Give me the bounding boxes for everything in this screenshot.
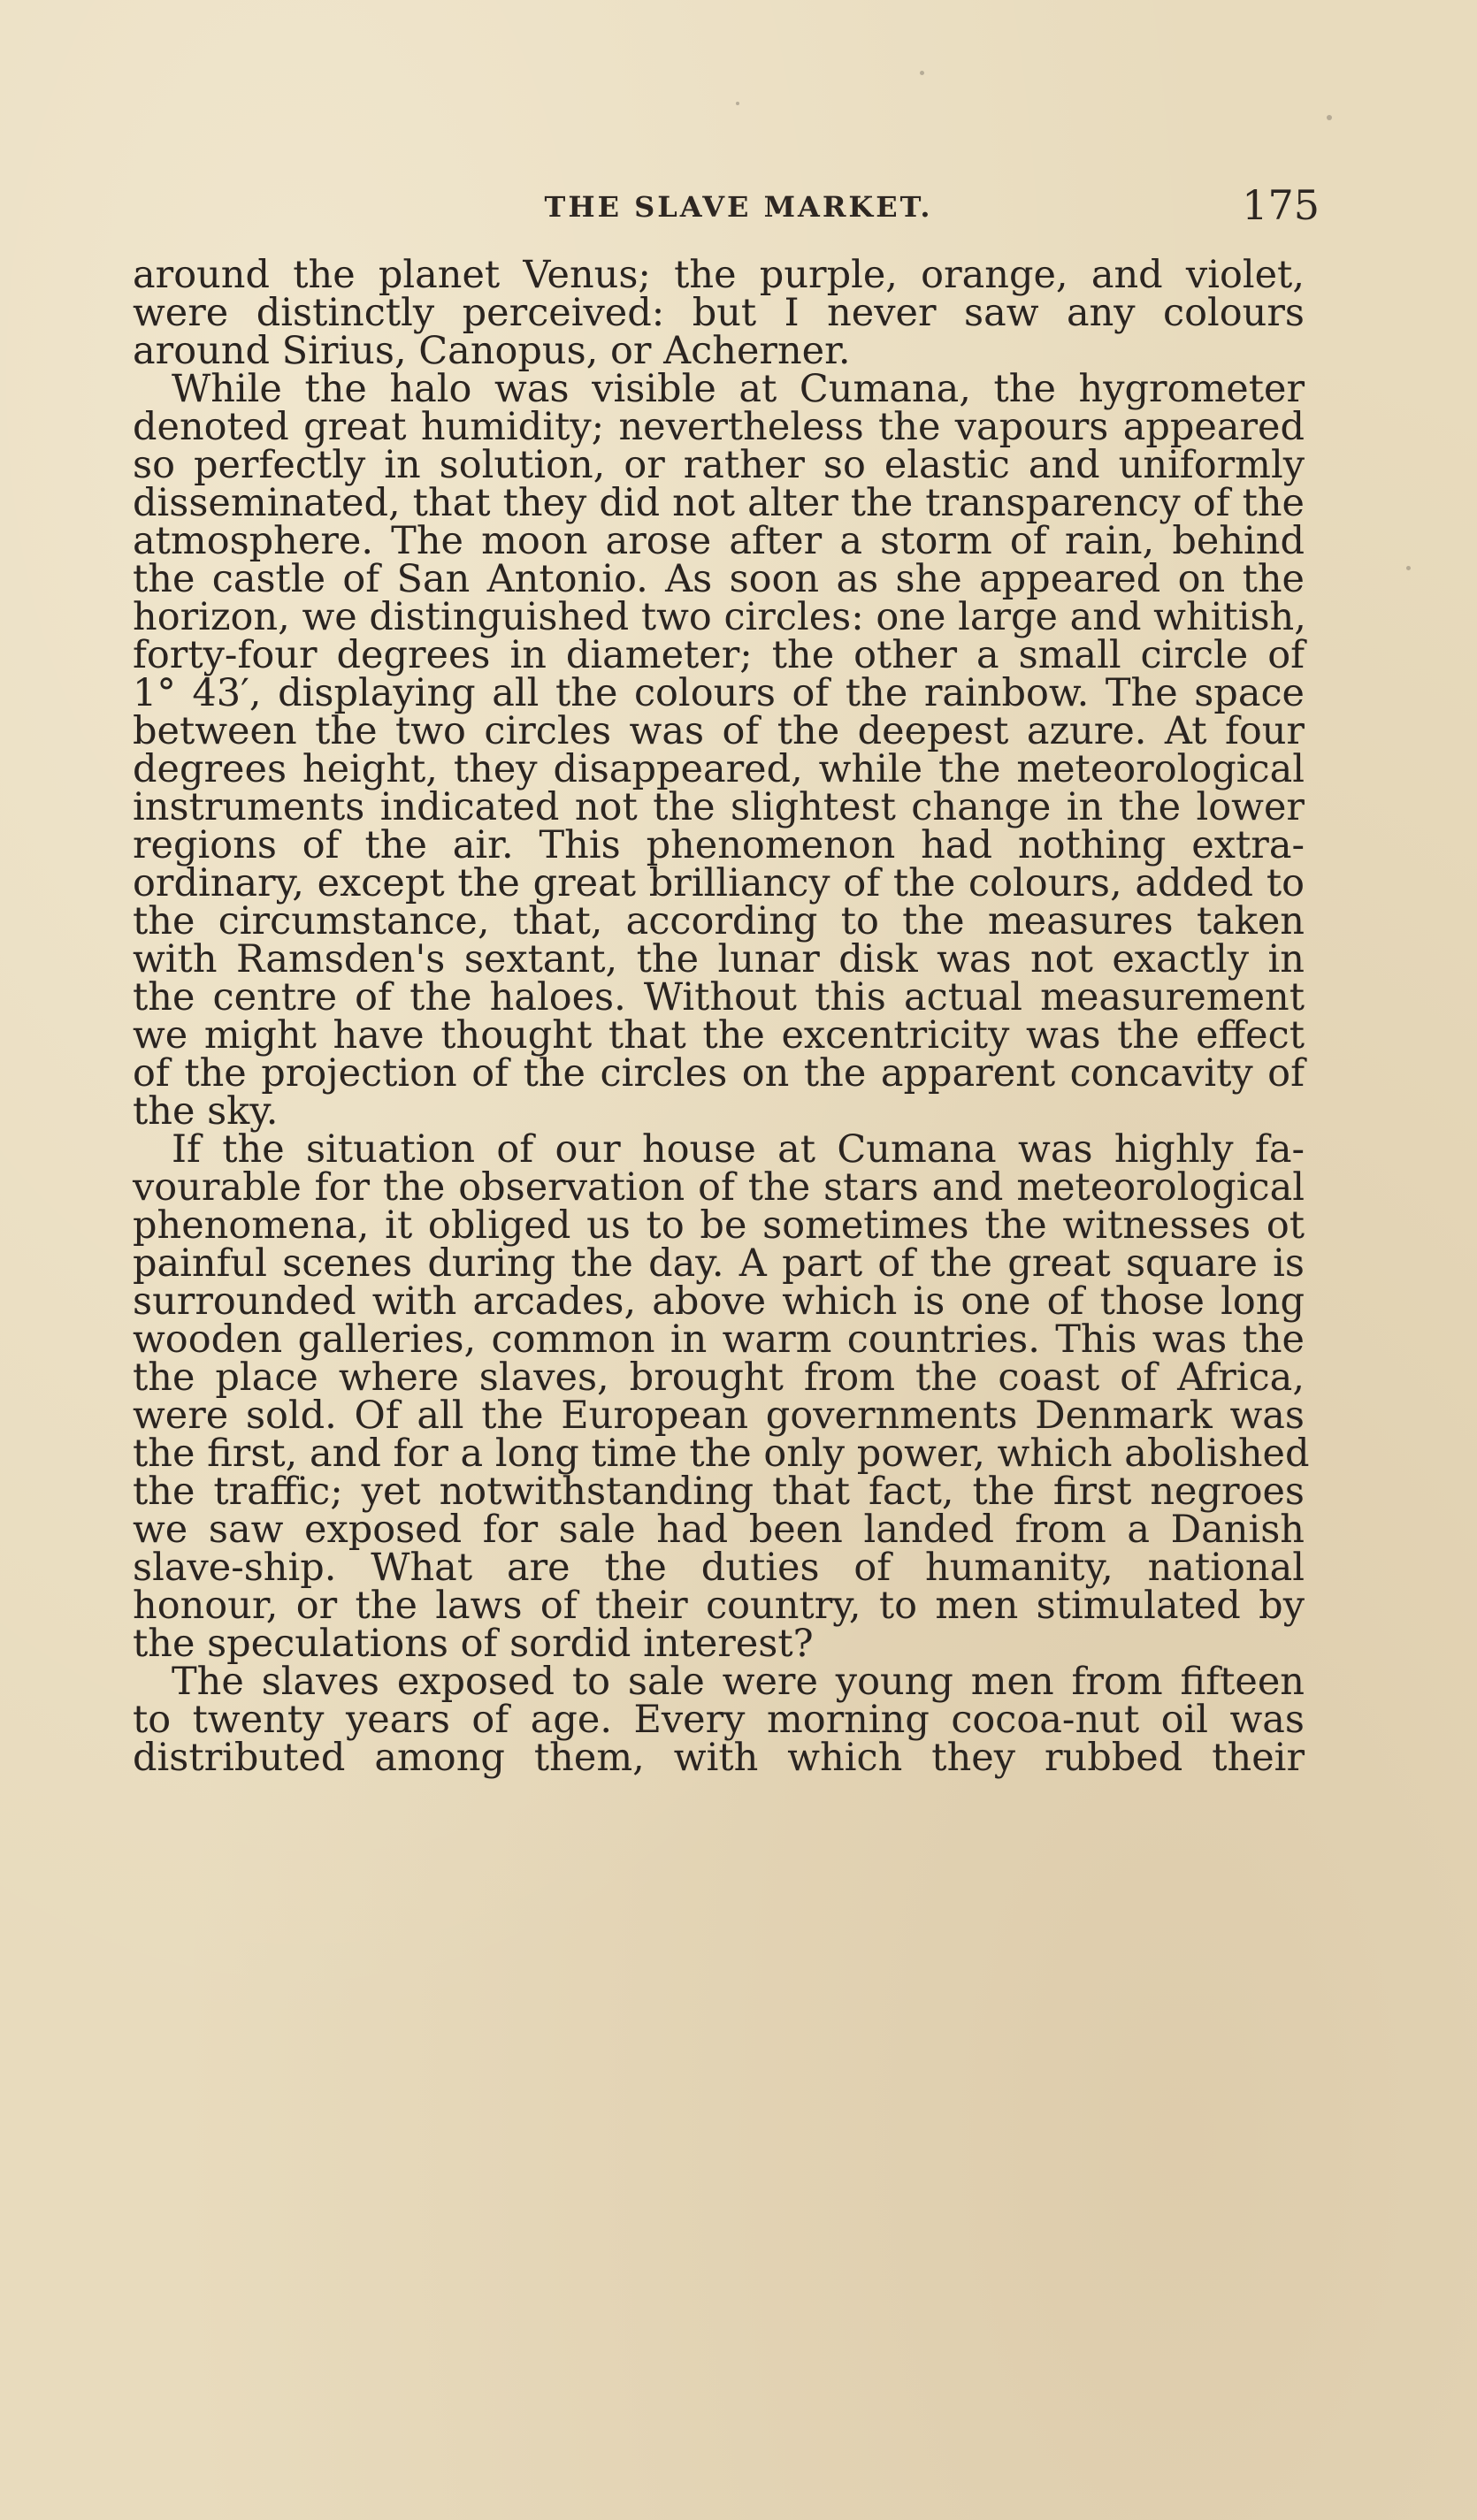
text-line: disseminated, that they did not alter the transparency of the [133, 481, 1305, 525]
text-line: the first, and for a long time the only power, which abolished [133, 1432, 1310, 1476]
text-line: honour, or the laws of their country, to men stimulated by [133, 1584, 1305, 1628]
text-line: of the projection of the circles on the apparent concavity of [133, 1051, 1305, 1096]
text-line: wooden galleries, common in warm countries. This was the [133, 1317, 1305, 1362]
text-line: degrees height, they disappeared, while the meteorological [133, 747, 1305, 791]
text-line: vourable for the observation of the stars and meteorological [133, 1165, 1305, 1210]
text-line: 1° 43′, displaying all the colours of the rainbow. The space [133, 671, 1305, 715]
paragraph-first-line: If the situation of our house at Cumana was highly fa- [172, 1127, 1305, 1172]
running-title: THE SLAVE MARKET. [544, 190, 933, 224]
text-line: we saw exposed for sale had been landed from a Danish [133, 1508, 1305, 1552]
text-line: regions of the air. This phenomenon had nothing extra- [133, 823, 1305, 867]
text-line: instruments indicated not the slightest change in the lower [133, 785, 1305, 829]
text-line: the centre of the haloes. Without this actual measurement [133, 975, 1305, 1019]
text-line: distributed among them, with which they rubbed their [133, 1736, 1305, 1780]
text-line: the sky. [133, 1089, 279, 1134]
paper-speck [1406, 566, 1411, 570]
text-line: forty-four degrees in diameter; the other a small circle of [133, 633, 1305, 677]
text-line: the circumstance, that, according to the measures taken [133, 899, 1305, 943]
text-line: denoted great humidity; nevertheless the vapours appeared [133, 405, 1305, 449]
text-line: slave-ship. What are the duties of humanity, national [133, 1546, 1305, 1590]
text-line: horizon, we distinguished two circles: one large and whitish, [133, 595, 1306, 639]
page-number: 175 [1242, 181, 1320, 229]
text-line: painful scenes during the day. A part of the great square is [133, 1241, 1305, 1286]
text-line: the castle of San Antonio. As soon as she appeared on the [133, 557, 1305, 601]
text-line: with Ramsden's sextant, the lunar disk was not exactly in [133, 937, 1305, 981]
text-line: between the two circles was of the deepest azure. At four [133, 709, 1305, 753]
text-line: the traffic; yet notwithstanding that fact, the first negroes [133, 1470, 1305, 1514]
paper-speck [1327, 115, 1332, 120]
text-line: the place where slaves, brought from the coast of Africa, [133, 1355, 1305, 1400]
page-header [0, 181, 1477, 234]
text-line: ordinary, except the great brilliancy of the colours, added to [133, 861, 1305, 905]
text-line: around the planet Venus; the purple, orange, and violet, [133, 253, 1305, 297]
text-line: the speculations of sordid interest? [133, 1622, 814, 1666]
body-text [133, 253, 1310, 1780]
paper-speck [920, 71, 924, 75]
text-line: phenomena, it obliged us to be sometimes the witnesses ot [133, 1203, 1305, 1248]
paper-speck [736, 102, 739, 105]
paragraph-first-line: While the halo was visible at Cumana, the hygrometer [172, 367, 1305, 411]
text-line: were sold. Of all the European governments Denmark was [133, 1394, 1305, 1438]
text-line: so perfectly in solution, or rather so elastic and uniformly [133, 443, 1305, 487]
text-line: to twenty years of age. Every morning cocoa-nut oil was [133, 1698, 1305, 1742]
text-line: surrounded with arcades, above which is one of those long [133, 1279, 1305, 1324]
text-line: were distinctly perceived: but I never saw any colours [133, 291, 1305, 335]
text-line: atmosphere. The moon arose after a storm of rain, behind [133, 519, 1305, 563]
text-line: we might have thought that the excentricity was the effect [133, 1013, 1305, 1058]
text-line: around Sirius, Canopus, or Acherner. [133, 329, 851, 373]
paragraph-first-line: The slaves exposed to sale were young men from fifteen [172, 1660, 1305, 1704]
